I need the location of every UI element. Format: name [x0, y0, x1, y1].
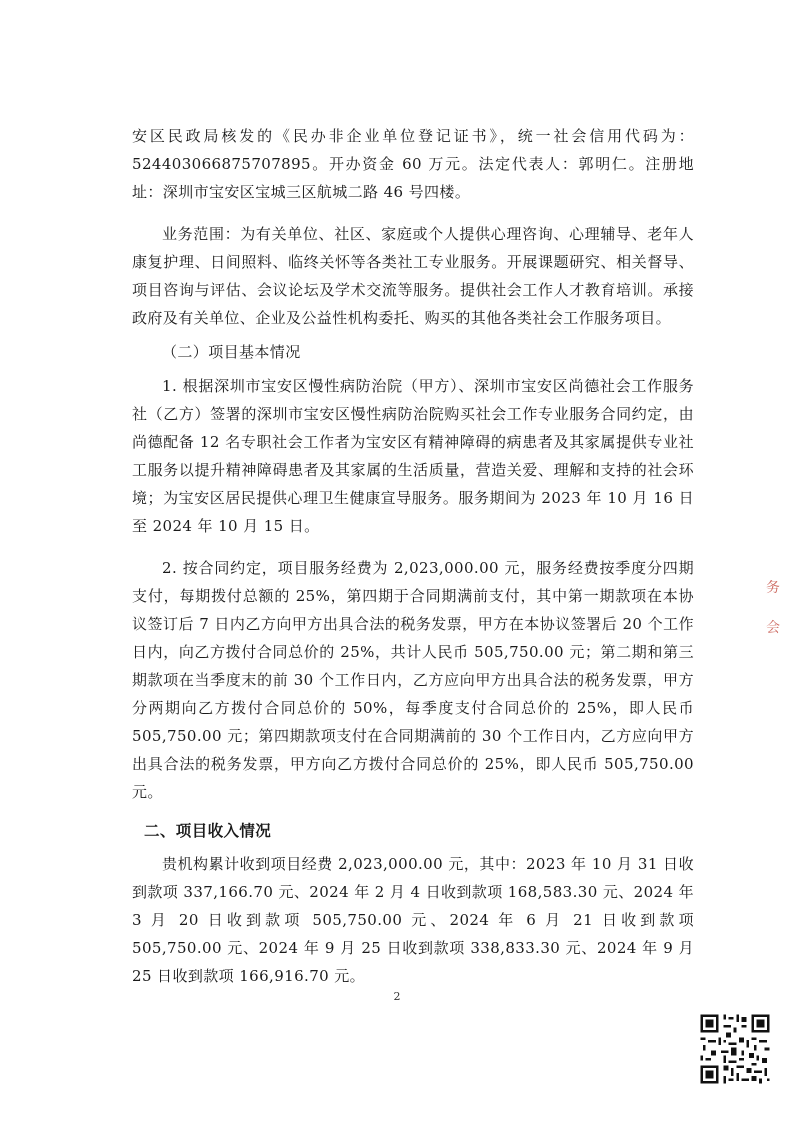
- paragraph-income-details: 贵机构累计收到项目经费 2,023,000.00 元，其中：2023 年 10 月 31 日收到款项 337,166.70 元、2024 年 2 月 4 日收到款项 168,583.30 元、2024 年 3 月 20 日收到款项 505,750.00 元、2024 年 6 月 21 日收到款项 505,750.00 元、2024 年 9 月 25 日收到款项 338,833.30 元、2024 年 9 月 25 日收到款项 166,916.70 元。: [132, 855, 694, 985]
- paragraph-contract-agreement: 1. 根据深圳市宝安区慢性病防治院（甲方）、深圳市宝安区尚德社会工作服务社（乙方）签署的深圳市宝安区慢性病防治院购买社会工作专业服务合同约定，由尚德配备 12 名专职社会工作者为宝安区有精神障碍的病患者及其家属提供专业社工服务以提升精神障碍患者及其家属的生活质量，营造关爱、理解和支持的社会环境；为宝安区居民提供心理卫生健康宣导服务。服务期间为 2023 年 10 月 16 日至 2024 年 10 月 15 日。: [132, 377, 694, 535]
- document-body: [132, 122, 694, 990]
- subsection-heading-project-basics: （二）项目基本情况: [162, 343, 301, 361]
- seal-fragment-text: 务 会: [766, 580, 780, 636]
- paragraph-business-scope: 业务范围：为有关单位、社区、家庭或个人提供心理咨询、心理辅导、老年人康复护理、日间照料、临终关怀等各类社工专业服务。开展课题研究、相关督导、项目咨询与评估、会议论坛及学术交流等服务。提供社会工作人才教育培训。承接政府及有关单位、企业及公益性机构委托、购买的其他各类社会工作服务项目。: [132, 225, 694, 327]
- paragraph-registration: 安区民政局核发的《民办非企业单位登记证书》，统一社会信用代码为：524403066875707895。开办资金 60 万元。法定代表人：郭明仁。注册地址：深圳市宝安区宝城三区航城二路 46 号四楼。: [132, 127, 694, 201]
- section-heading-project-income: 二、项目收入情况: [144, 822, 272, 840]
- seal-fragment: [766, 568, 792, 654]
- page-number: 2: [393, 990, 401, 1003]
- paragraph-payment-terms: 2. 按合同约定，项目服务经费为 2,023,000.00 元，服务经费按季度分四期支付，每期拨付总额的 25%，第四期于合同期满前支付，其中第一期款项在本协议签订后 7 日内乙方向甲方出具合法的税务发票，甲方在本协议签署后 20 个工作日内，向乙方拨付合同总价的 25%，共计人民币 505,750.00 元；第二期和第三期款项在当季度末的前 30 个工作日内，乙方应向甲方出具合法的税务发票，甲方分两期向乙方拨付合同总价的 50%，每季度支付合同总价的 25%，即人民币 505,750.00 元；第四期款项支付在合同期满前的 30 个工作日内，乙方应向甲方出具合法的税务发票，甲方向乙方拨付合同总价的 25%，即人民币 505,750.00 元。: [132, 559, 694, 801]
- qr-code-icon: [698, 1012, 772, 1086]
